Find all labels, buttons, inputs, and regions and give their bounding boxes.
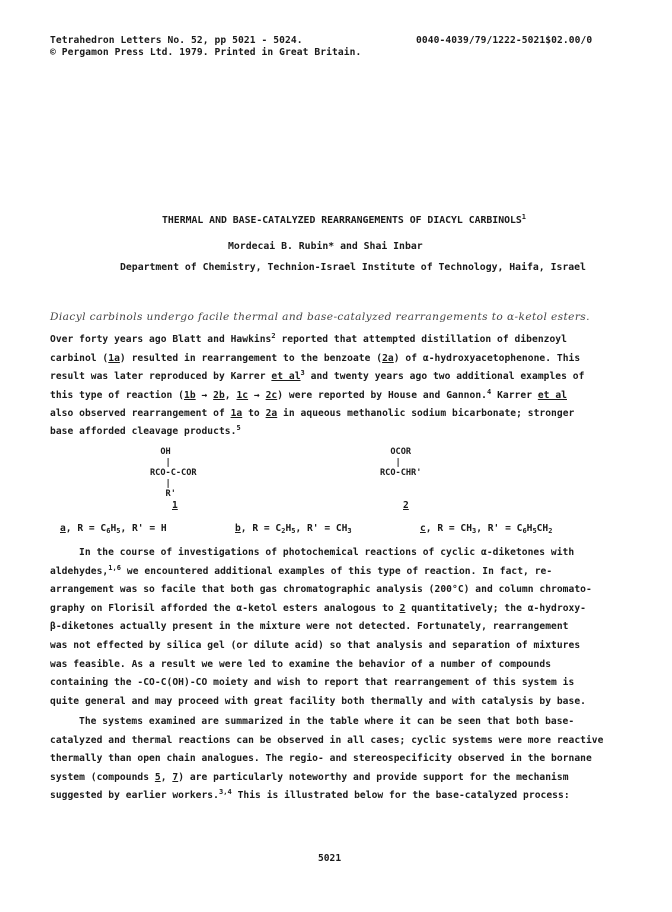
citation-ref: 5: [236, 423, 241, 432]
citation-ref: 2: [271, 332, 276, 340]
compound-ref: 2b: [213, 389, 225, 401]
compound-ref: 2: [399, 602, 406, 614]
article-title: [162, 215, 526, 226]
paragraph-line: containing the -CO-C(OH)-CO moiety and wish to report that rearrangement of this system is: [50, 677, 575, 689]
compound-ref: 1a: [230, 408, 243, 420]
compound-number-1: 1: [172, 500, 178, 511]
paragraph-line: The systems examined are summarized in the table where it can be seen that both base-: [79, 716, 575, 727]
paragraph-line: system (compounds 5, 7) are particularly noteworthy and provide support for the mechanism: [50, 771, 569, 783]
legend-c: c, $R = CH_3$, $R' = C_6H_5CH_2$: [420, 523, 553, 535]
compound-ref: 2a: [382, 352, 394, 364]
journal-citation: Tetrahedron Letters No. 52, pp 5021 - 5024.: [50, 35, 303, 46]
copyright-line: © Pergamon Press Ltd. 1979. Printed in Great Britain.: [50, 47, 362, 58]
paragraph-line: In the course of investigations of photochemical reactions of cyclic α-diketones with: [79, 547, 575, 558]
paragraph-systems: [50, 713, 603, 806]
legend-a: a, $R = C_6H_5$, R' = H: [60, 523, 167, 535]
structure-2: OCOR | RCO-CHR': [380, 447, 422, 478]
paragraph-line: was feasible. As a result we were led to examine the behavior of a number of compounds: [50, 658, 552, 670]
paragraph-line: result was later reproduced by Karrer et $al^3$ and twenty years ago two additional examples of: [50, 369, 585, 383]
paragraph-line: graphy on Florisil afforded the α-ketol esters analogous to 2 quantitatively; the α-hydroxy-: [50, 602, 586, 614]
emphasis: et al: [271, 371, 301, 383]
paragraph-line: Over forty years ago Blatt and Hawkins$^2$ reported that attempted distillation of dibenzoyl: [50, 332, 567, 345]
compound-ref: 1a: [108, 352, 120, 364]
citation-ref: 1,6: [108, 563, 122, 572]
compound-ref: 1c: [236, 389, 249, 401]
paragraph-line: this type of reaction (1b → 2b, 1c → 2c) were reported by House and Gannon.$^4$ Karrer et al: [50, 387, 567, 401]
paragraph-line: base afforded cleavage products.$^5$: [50, 423, 241, 437]
paragraph-investigation: [50, 544, 592, 711]
paragraph-intro: [50, 331, 584, 440]
paragraph-line: carbinol (1a) resulted in rearrangement to the benzoate (2a) of α-hydroxyacetophenone. This: [50, 352, 581, 364]
paragraph-line: was not effected by silica gel (or dilute acid) so that analysis and separation of mixtures: [50, 639, 581, 651]
article-authors: Mordecai B. Rubin* and Shai Inbar: [228, 241, 423, 252]
compound-ref: 7: [172, 771, 179, 783]
compound-number-2: 2: [403, 500, 409, 511]
abstract-text: Diacyl carbinols undergo facile thermal and base-catalyzed rearrangements to α-ketol esters.: [50, 311, 590, 323]
structure-1: OH | RCO-C-COR | R': [150, 447, 197, 499]
title-footnote-ref: 1: [521, 213, 527, 221]
paragraph-line: quite general and may proceed with great facility both thermally and with catalysis by base.: [50, 695, 586, 707]
compound-ref: 5: [154, 771, 161, 783]
article-code: 0040-4039/79/1222-5021$02.00/0: [416, 35, 593, 46]
paragraph-line: aldehydes,$^{1,6}$ we encountered additional examples of this type of reaction. In fact, re-: [50, 563, 553, 577]
paragraph-line: suggested by earlier workers.$^{3,4}$ This is illustrated below for the base-catalyzed process:: [50, 788, 570, 802]
paragraph-line: arrangement was so facile that both gas chromatographic analysis (200°C) and column chromato-: [50, 584, 592, 596]
compound-ref: 2a: [265, 408, 278, 420]
legend-b: b, $R = C_2H_5$, $R' = CH_3$: [235, 523, 352, 535]
compound-ref: 2c: [265, 389, 278, 401]
title-text: THERMAL AND BASE-CATALYZED REARRANGEMENTS OF DIACYL CARBINOLS: [162, 215, 522, 226]
citation-ref: 4: [486, 387, 492, 396]
citation-ref: 3,4: [218, 788, 232, 797]
citation-ref: 3: [300, 369, 305, 378]
paragraph-line: thermally than open chain analogues. The regio- and stereospecificity observed in the bornane: [50, 753, 592, 765]
paragraph-line: β-diketones actually present in the mixture were not detected. Fortunately, rearrangement: [50, 621, 569, 633]
article-affiliation: Department of Chemistry, Technion-Israel Institute of Technology, Haifa, Israel: [120, 262, 586, 273]
page-number: 5021: [318, 853, 342, 864]
compound-ref: 1b: [184, 389, 196, 401]
paragraph-line: catalyzed and thermal reactions can be observed in all cases; cyclic systems were more reactive: [50, 734, 604, 746]
paragraph-line: also observed rearrangement of 1a to 2a in aqueous methanolic sodium bicarbonate; stronger: [50, 408, 575, 420]
emphasis: et al: [537, 389, 567, 401]
